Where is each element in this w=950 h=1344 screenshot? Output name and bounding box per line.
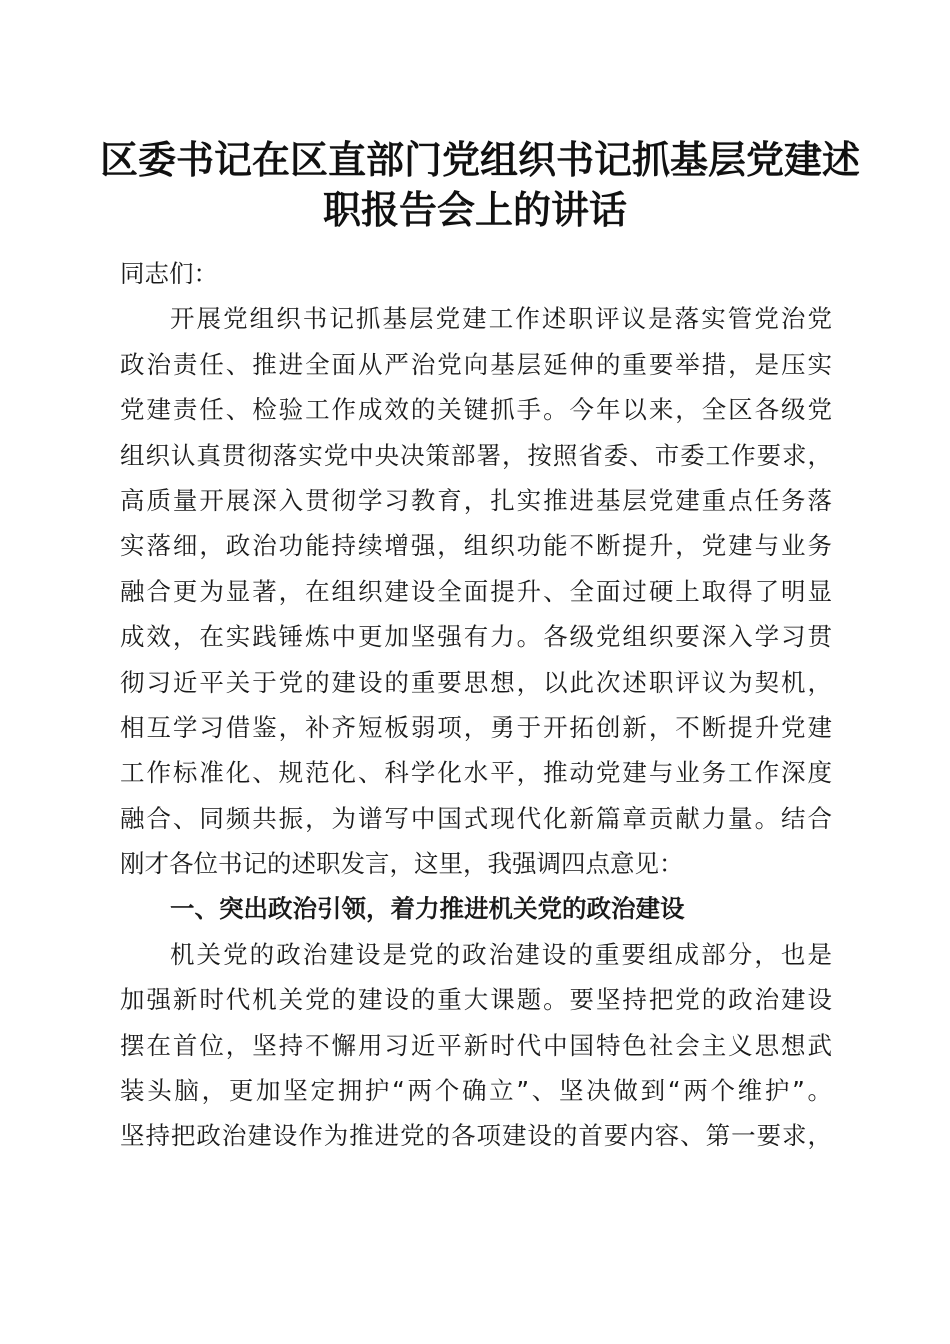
salutation: 同志们： (120, 259, 218, 288)
paragraph-2-line: 加强新时代机关党的建设的重大课题。要坚持把党的政治建设 (120, 985, 832, 1015)
paragraph-1-line: 实落细，政治功能持续增强，组织功能不断提升，党建与业务 (120, 531, 832, 561)
section-heading-1: 一、突出政治引领，着力推进机关党的政治建设 (170, 894, 685, 924)
document-title-line-2: 职报告会上的讲话 (322, 187, 627, 232)
paragraph-2-line: 摆在首位，坚持不懈用习近平新时代中国特色社会主义思想武 (120, 1030, 832, 1060)
paragraph-1-line: 成效，在实践锤炼中更加坚强有力。各级党组织要深入学习贯 (120, 622, 832, 652)
paragraph-1-line: 刚才各位书记的述职发言，这里，我强调四点意见： (120, 849, 684, 879)
paragraph-1-line: 彻习近平关于党的建设的重要思想，以此次述职评议为契机， (120, 667, 832, 697)
paragraph-1-line: 工作标准化、规范化、科学化水平，推动党建与业务工作深度 (120, 758, 832, 788)
document-body (120, 251, 832, 1159)
paragraph-1-line: 组织认真贯彻落实党中央决策部署，按照省委、市委工作要求， (120, 440, 832, 470)
paragraph-1-line: 相互学习借鉴，补齐短板弱项，勇于开拓创新，不断提升党建 (120, 712, 832, 742)
document-title-line-1: 区委书记在区直部门党组织书记抓基层党建述 (100, 137, 861, 182)
paragraph-1-line: 高质量开展深入贯彻学习教育，扎实推进基层党建重点任务落 (120, 485, 832, 515)
paragraph-2-line: 装头脑，更加坚定拥护“两个确立”、坚决做到“两个维护”。 (120, 1076, 832, 1106)
paragraph-2-line: 机关党的政治建设是党的政治建设的重要组成部分，也是 (170, 939, 832, 969)
paragraph-2-line: 坚持把政治建设作为推进党的各项建设的首要内容、第一要求， (120, 1121, 832, 1151)
paragraph-1-line: 融合更为显著，在组织建设全面提升、全面过硬上取得了明显 (120, 576, 832, 606)
paragraph-1-line: 开展党组织书记抓基层党建工作述职评议是落实管党治党 (170, 304, 832, 334)
paragraph-1-line: 政治责任、推进全面从严治党向基层延伸的重要举措，是压实 (120, 349, 832, 379)
paragraph-1-line: 融合、同频共振，为谱写中国式现代化新篇章贡献力量。结合 (120, 803, 832, 833)
paragraph-1-line: 党建责任、检验工作成效的关键抓手。今年以来，全区各级党 (120, 395, 832, 425)
